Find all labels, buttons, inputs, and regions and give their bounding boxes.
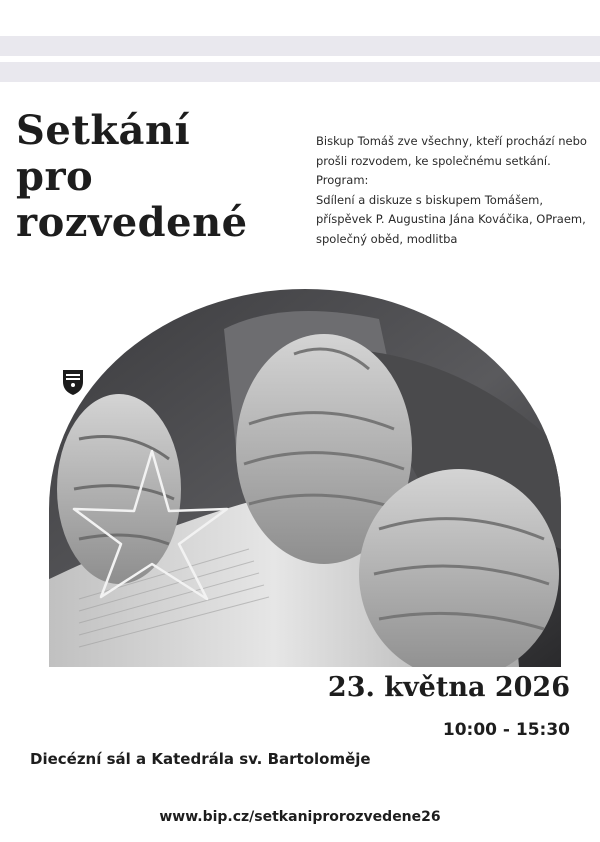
praying-hands-photo <box>49 289 561 667</box>
title-line: pro <box>16 153 94 200</box>
title-line: Setkání <box>16 107 191 154</box>
header-stripe-top <box>0 36 600 56</box>
event-time: 10:00 - 15:30 <box>442 720 570 740</box>
invitation-line: prošli rozvodem, ke společnému setkání. <box>316 153 551 168</box>
event-venue: Diecézní sál a Katedrála sv. Bartoloměje <box>30 750 371 768</box>
poster-title <box>16 108 248 246</box>
program-line: příspěvek P. Augustina Jána Kováčika, OPraem, <box>316 212 586 226</box>
event-url: www.bip.cz/setkaniprorozvedene26 <box>159 809 441 825</box>
event-date: 23. května 2026 <box>327 672 570 703</box>
program-line: společný oběd, modlitba <box>316 231 458 246</box>
program-heading: Program: <box>316 173 369 187</box>
diocese-emblem-icon <box>61 368 85 396</box>
title-line: rozvedené <box>16 199 248 246</box>
program-line: Sdílení a diskuze s biskupem Tomášem, <box>316 192 543 207</box>
invitation-text <box>316 132 592 249</box>
header-stripe-bottom <box>0 62 600 82</box>
invitation-line: Biskup Tomáš zve všechny, kteří prochází nebo <box>316 134 587 148</box>
